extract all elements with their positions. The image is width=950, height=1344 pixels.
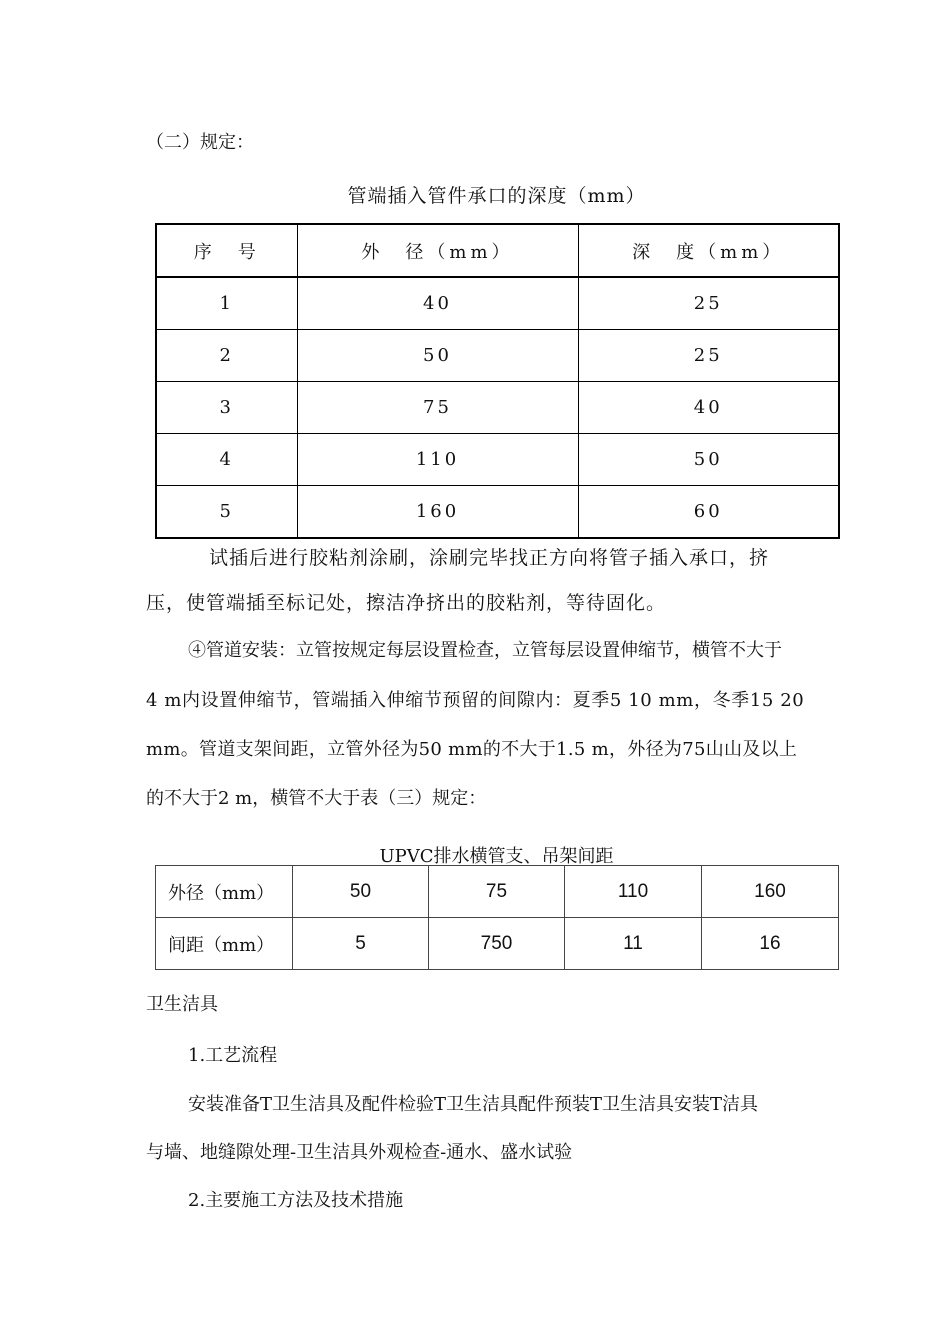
cell-depth: 50 [578,434,839,486]
cell-value: 110 [565,866,702,918]
hanger-spacing-table [155,865,839,970]
cell-value: 16 [702,918,839,970]
row-label-outer-diameter: 外径（mm） [156,866,293,918]
table-row [156,486,839,539]
cell-outer-diameter: 75 [297,382,578,434]
paragraph-line: 压，使管端插至标记处，擦洁净挤出的胶粘剂，等待固化。 [146,592,667,614]
paragraph-line: 与墙、地缝隙处理-卫生洁具外观检查-通水、盛水试验 [146,1142,573,1163]
cell-index: 2 [156,330,297,382]
list-item: 2.主要施工方法及技术措施 [188,1190,404,1211]
cell-index: 1 [156,277,297,330]
table-row [156,434,839,486]
cell-depth: 25 [578,330,839,382]
cell-outer-diameter: 110 [297,434,578,486]
table-row [156,330,839,382]
cell-depth: 40 [578,382,839,434]
insertion-depth-table [155,223,840,539]
paragraph-line: 4 m内设置伸缩节，管端插入伸缩节预留的间隙内：夏季5 10 mm，冬季15 20 [146,690,805,711]
section-heading: （二）规定： [146,132,254,153]
cell-value: 160 [702,866,839,918]
cell-index: 5 [156,486,297,539]
cell-depth: 60 [578,486,839,539]
paragraph-line: mm。管道支架间距，立管外径为50 mm的不大于1.5 m，外径为75山山及以上 [146,739,798,760]
cell-index: 4 [156,434,297,486]
paragraph-line: ④管道安装：立管按规定每层设置检查，立管每层设置伸缩节，横管不大于 [188,640,782,661]
table-row [156,382,839,434]
cell-outer-diameter: 160 [297,486,578,539]
table2-title: UPVC排水横管支、吊架间距 [379,846,614,867]
cell-depth: 25 [578,277,839,330]
paragraph-line: 安装准备T卫生洁具及配件检验T卫生洁具配件预装T卫生洁具安装T洁具 [188,1094,759,1115]
cell-outer-diameter: 50 [297,330,578,382]
cell-index: 3 [156,382,297,434]
cell-value: 750 [429,918,565,970]
paragraph-line: 的不大于2 m，横管不大于表（三）规定： [146,788,487,809]
cell-value: 11 [565,918,702,970]
cell-value: 50 [293,866,429,918]
cell-outer-diameter: 40 [297,277,578,330]
table-row [156,866,839,918]
cell-value: 75 [429,866,565,918]
cell-value: 5 [293,918,429,970]
header-outer-diameter: 外 径（mm） [297,224,578,277]
row-label-spacing: 间距（mm） [156,918,293,970]
table-row [156,277,839,330]
list-item: 1.工艺流程 [188,1045,278,1066]
header-index: 序 号 [156,224,297,277]
table-header-row [156,224,839,277]
header-depth: 深 度（mm） [578,224,839,277]
table1-title: 管端插入管件承口的深度（mm） [347,185,646,207]
sanitary-heading: 卫生洁具 [146,994,218,1015]
table-row [156,918,839,970]
paragraph-line: 试插后进行胶粘剂涂刷，涂刷完毕找正方向将管子插入承口，挤 [209,547,770,569]
